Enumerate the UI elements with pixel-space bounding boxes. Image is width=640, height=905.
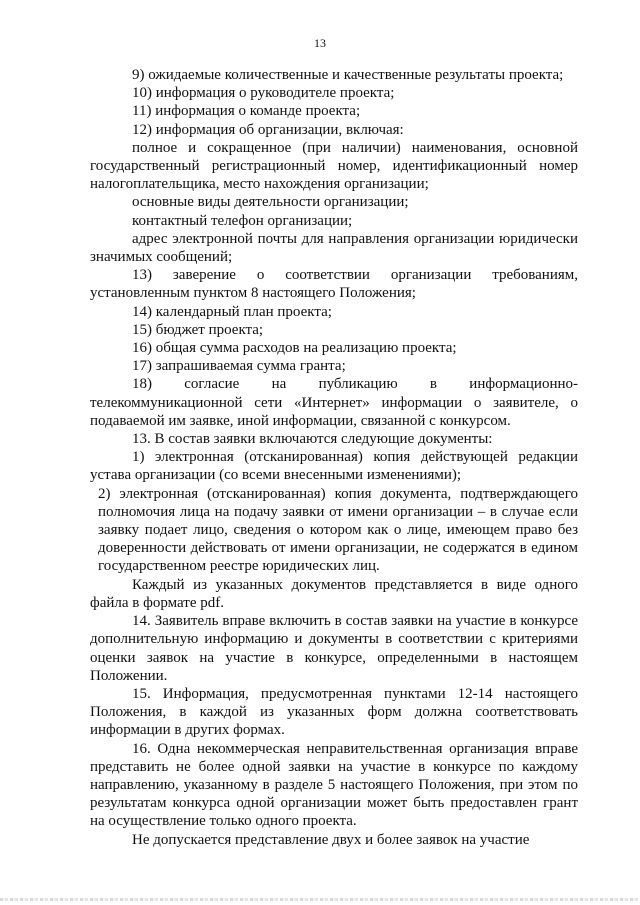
document-body	[90, 66, 578, 849]
page-number: 13	[314, 36, 326, 50]
paragraph-pdf-format: Каждый из указанных документов представляется в виде одного файла в формате pdf.	[90, 576, 578, 611]
paragraph-org-email: адрес электронной почты для направления организации юридически значимых сообщений;	[90, 230, 578, 266]
paragraph-org-names: полное и сокращенное (при наличии) наименования, основной государственный регистрационный номер, идентификационный номер налогоплательщика, место нахождения организации;	[90, 139, 578, 193]
paragraph-item-18: 18) согласие на публикацию в информационно-телекоммуникационной сети «Интернет» информации о заявителе, о подаваемой им заявке, иной информации, связанной с конкурсом.	[90, 376, 578, 429]
paragraph-item-9: 9) ожидаемые количественные и качественные результаты проекта;	[132, 67, 564, 83]
paragraph-item-13: 13) заверение о соответствии организации требованиям, установленным пунктом 8 настоящего Положения;	[90, 267, 578, 302]
paragraph-item-16: 16) общая сумма расходов на реализацию проекта;	[132, 340, 457, 357]
paragraph-item-12: 12) информация об организации, включая:	[132, 121, 404, 138]
paragraph-section-14: 14. Заявитель вправе включить в состав заявки на участие в конкурсе дополнительную информацию и документы в соответствии с критериями оценки заявок на участие в конкурсе, определенными в настоящем Положении.	[90, 613, 578, 684]
paragraph-section-13: 13. В состав заявки включаются следующие документы:	[132, 431, 493, 448]
paragraph-item-11: 11) информация о команде проекта;	[132, 103, 361, 120]
paragraph-section-16: 16. Одна некоммерческая неправительственная организация вправе представить не более одной заявки на участие в конкурсе по каждому направлению, указанному в разделе 5 настоящего Положения, при этом по результатам конкурса одной организации может быть предоставлен грант на осуществление только одного проекта.	[90, 740, 578, 830]
paragraph-org-activities: основные виды деятельности организации;	[132, 194, 409, 211]
paragraph-org-phone: контактный телефон организации;	[132, 212, 353, 229]
paragraph-item-14: 14) календарный план проекта;	[132, 303, 332, 320]
paragraph-item-17: 17) запрашиваемая сумма гранта;	[132, 358, 346, 375]
paragraph-item-15: 15) бюджет проекта;	[132, 321, 264, 338]
paragraph-section-15: 15. Информация, предусмотренная пунктами 12-14 настоящего Положения, в каждой из указанных форм должна соответствовать информации в других формах.	[90, 685, 578, 739]
paragraph-no-multiple: Не допускается представление двух и более заявок на участие	[132, 831, 530, 848]
paragraph-item-10: 10) информация о руководителе проекта;	[132, 85, 395, 102]
scan-artifact-line	[0, 898, 640, 901]
paragraph-doc-2: 2) электронная (отсканированная) копия документа, подтверждающего полномочия лица на подачу заявки от имени организации – в случае если заявку подает лицо, сведения о котором как о лице, имеющем право без доверенности действовать от имени организации, не содержатся в едином государственном реестре юридических лиц.	[98, 485, 578, 575]
paragraph-doc-1: 1) электронная (отсканированная) копия действующей редакции устава организации (со всеми внесенными изменениями);	[90, 449, 578, 484]
